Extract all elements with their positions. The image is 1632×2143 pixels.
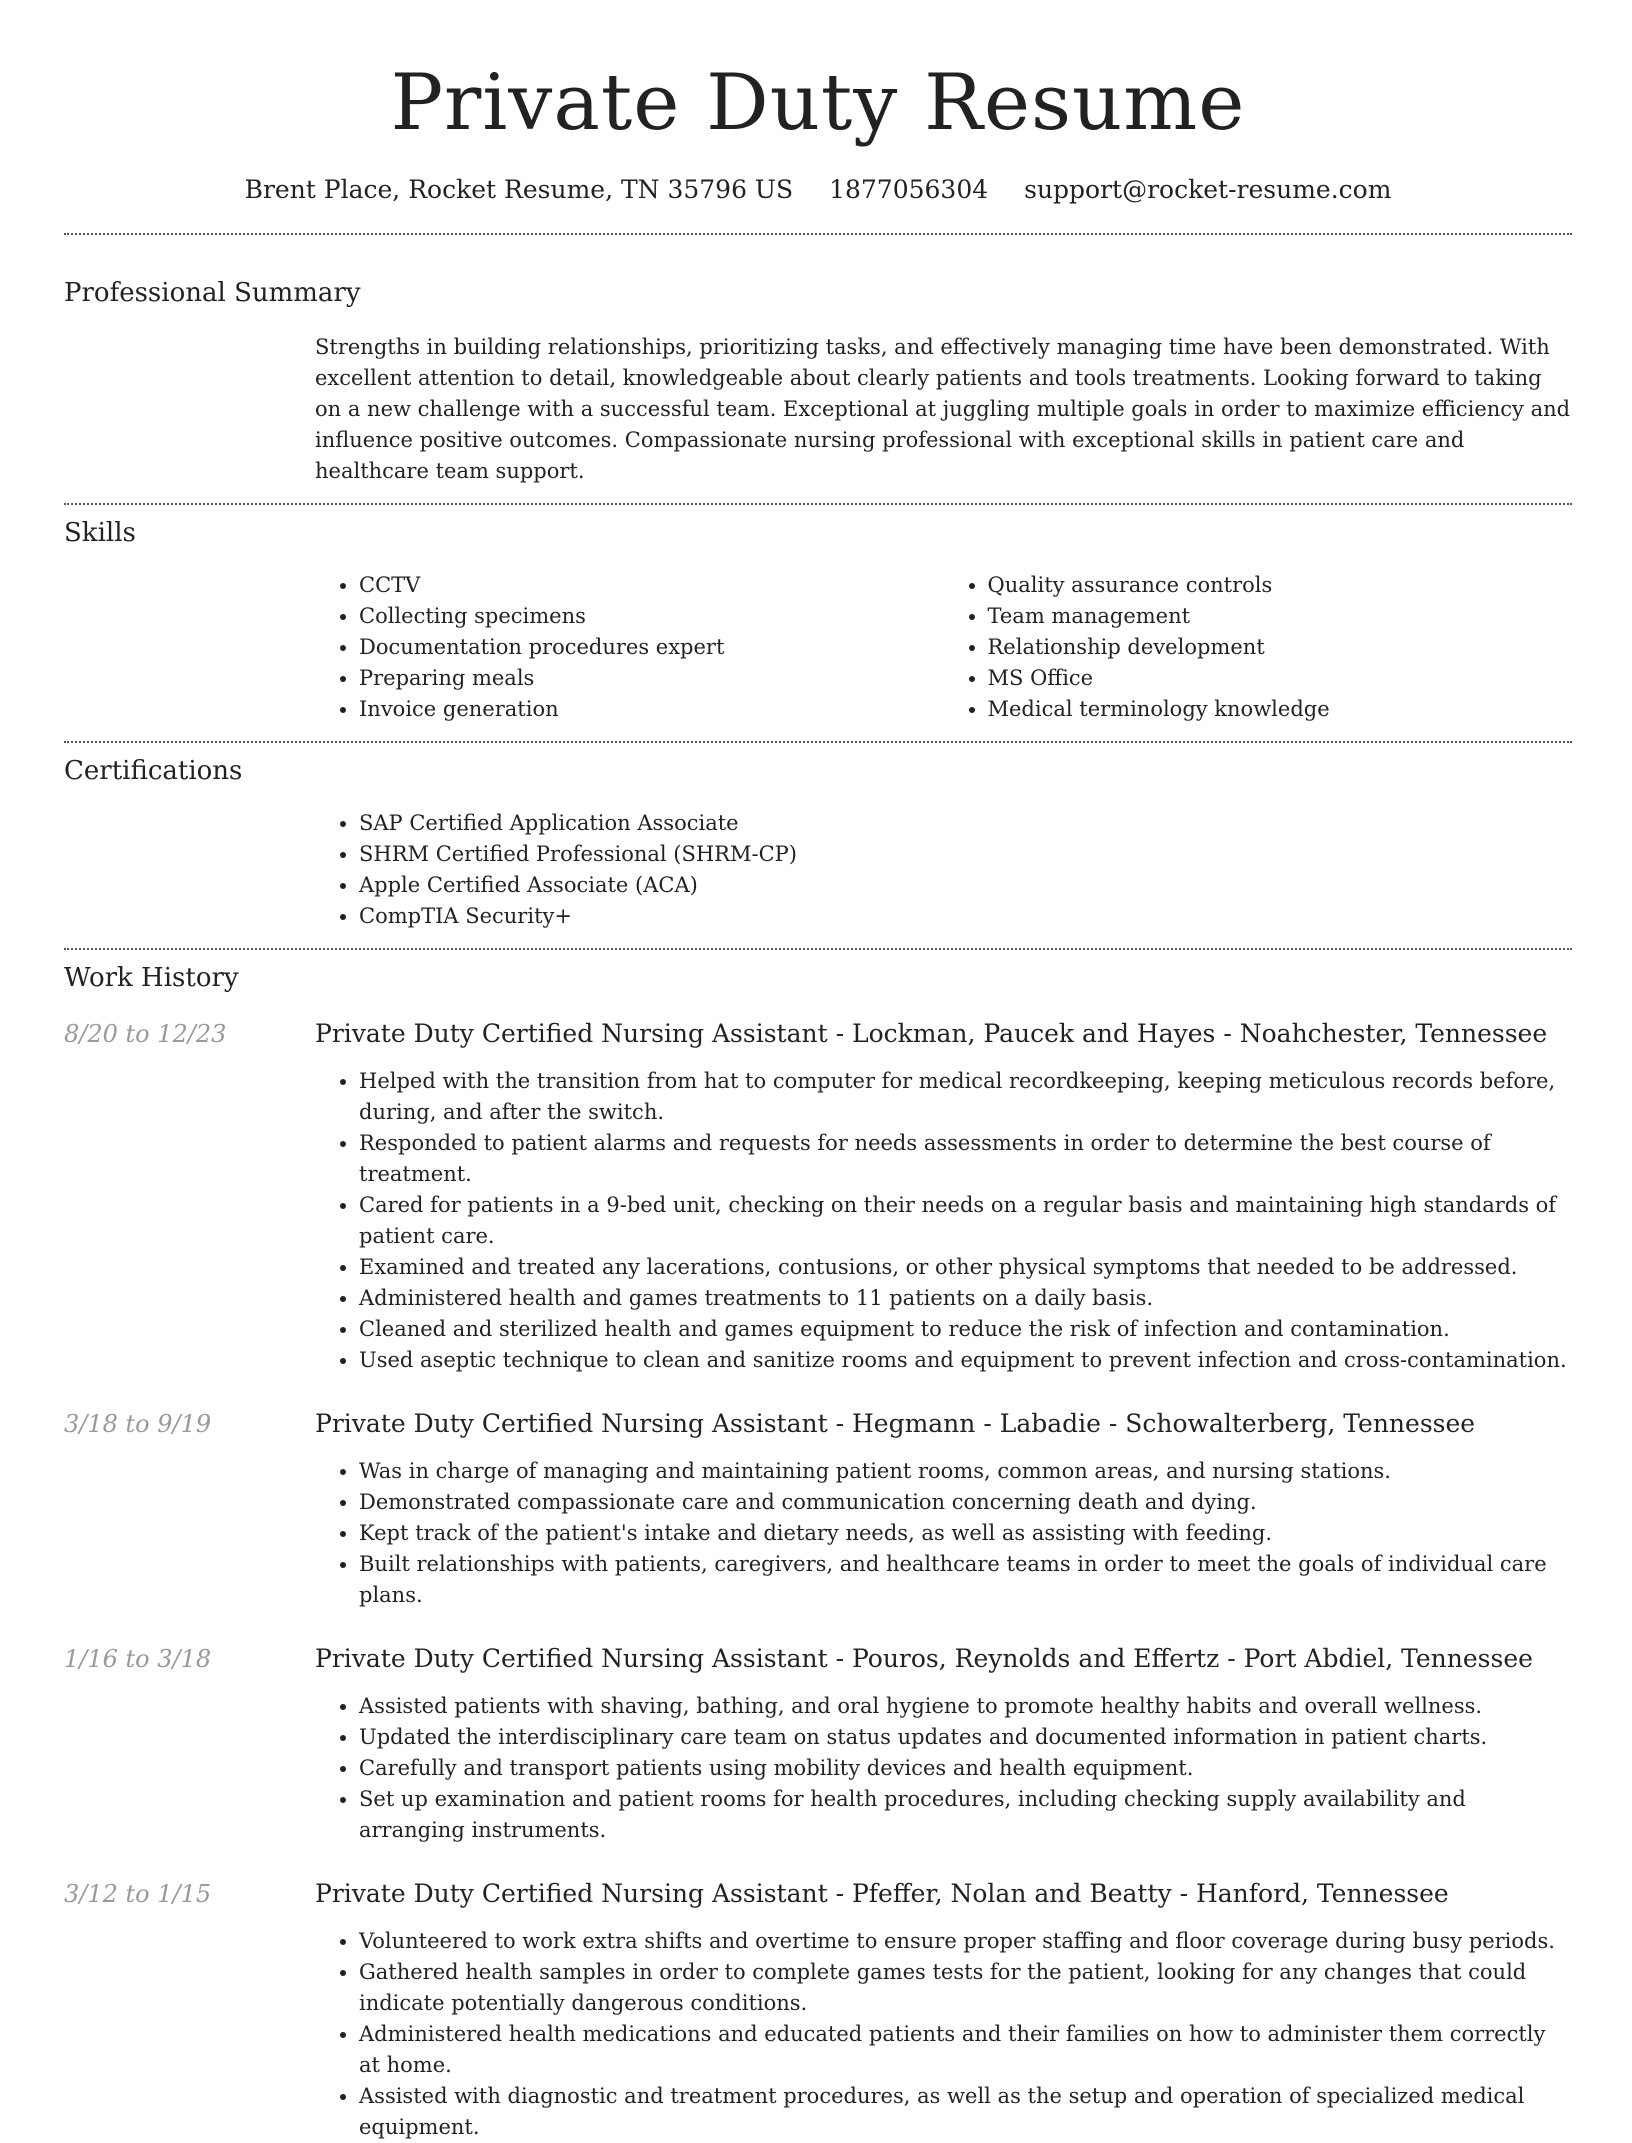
- job-bullets: [315, 1691, 1572, 1846]
- job-bullet: • Assisted with diagnostic and treatment procedures, as well as the setup and operation of specialized medical equipment.: [359, 2081, 1572, 2143]
- job-bullets: [315, 1456, 1572, 1611]
- divider: [64, 741, 1572, 743]
- job-details: [315, 1877, 1572, 2143]
- job-bullet: • Responded to patient alarms and requests for needs assessments in order to determine the best course of treatment.: [359, 1128, 1572, 1190]
- work-history-heading: Work History: [64, 963, 239, 993]
- job-company: Hegmann - Labadie: [851, 1409, 1101, 1438]
- job-bullet: • Helped with the transition from hat to computer for medical recordkeeping, keeping meticulous records before, during, and after the switch.: [359, 1066, 1572, 1128]
- job-entry: [64, 1407, 1572, 1611]
- job-bullet: • Cleaned and sterilized health and games equipment to reduce the risk of infection and contamination.: [359, 1314, 1572, 1345]
- job-details: [315, 1407, 1572, 1611]
- job-location: Schowalterberg, Tennessee: [1125, 1409, 1476, 1438]
- job-location: Hanford, Tennessee: [1195, 1879, 1449, 1908]
- certification-item: • SHRM Certified Professional (SHRM-CP): [359, 839, 1572, 870]
- job-bullet: • Set up examination and patient rooms for health procedures, including checking supply availability and arranging instruments.: [359, 1784, 1572, 1846]
- job-entry: [64, 1642, 1572, 1846]
- job-title-line: Private Duty Certified Nursing Assistant - Pouros, Reynolds and Effertz - Port Abdiel, Tennessee: [315, 1644, 1533, 1673]
- job-bullet: • Kept track of the patient's intake and dietary needs, as well as assisting with feeding.: [359, 1518, 1572, 1549]
- skill-item: • Documentation procedures expert: [359, 632, 944, 663]
- certifications-heading: Certifications: [64, 756, 243, 786]
- skills-column-2: [944, 570, 1573, 725]
- job-company: Pouros, Reynolds and Effertz: [851, 1644, 1220, 1673]
- certification-item: • Apple Certified Associate (ACA): [359, 870, 1572, 901]
- certification-item: • SAP Certified Application Associate: [359, 808, 1572, 839]
- summary-text: Strengths in building relationships, prioritizing tasks, and effectively managing time have been demonstrated. With excellent attention to detail, knowledgeable about clearly patients and tools treatments. Looking forward to taking on a new challenge with a successful team. Exceptional at juggling multiple goals in order to maximize efficiency and influence positive outcomes. Compassionate nursing professional with exceptional skills in patient care and healthcare team support.: [315, 335, 1571, 483]
- job-bullet: • Built relationships with patients, caregivers, and healthcare teams in order to meet the goals of individual care plans.: [359, 1549, 1572, 1611]
- phone-text: 1877056304: [829, 175, 989, 204]
- job-bullet: • Administered health and games treatments to 11 patients on a daily basis.: [359, 1283, 1572, 1314]
- skills-list: [315, 570, 1572, 725]
- job-bullet: • Used aseptic technique to clean and sanitize rooms and equipment to prevent infection and cross-contamination.: [359, 1345, 1572, 1376]
- job-title: Private Duty Certified Nursing Assistant: [315, 1644, 828, 1673]
- job-bullet: • Gathered health samples in order to complete games tests for the patient, looking for any changes that could indicate potentially dangerous conditions.: [359, 1957, 1572, 2019]
- skill-item: • Invoice generation: [359, 694, 944, 725]
- skill-item: • Medical terminology knowledge: [988, 694, 1573, 725]
- job-date: 8/20 to 12/23: [64, 1020, 227, 1048]
- job-title: Private Duty Certified Nursing Assistant: [315, 1879, 828, 1908]
- job-date: 3/18 to 9/19: [64, 1410, 212, 1438]
- divider: [64, 503, 1572, 505]
- certifications-list: [315, 808, 1572, 932]
- resume-name: Private Duty Resume: [390, 58, 1246, 148]
- contact-line: [64, 173, 1572, 207]
- job-entry: [64, 1017, 1572, 1376]
- job-bullet: • Examined and treated any lacerations, contusions, or other physical symptoms that needed to be addressed.: [359, 1252, 1572, 1283]
- skill-item: • Team management: [988, 601, 1573, 632]
- job-title: Private Duty Certified Nursing Assistant: [315, 1019, 828, 1048]
- job-date: 3/12 to 1/15: [64, 1880, 212, 1908]
- job-bullet: • Cared for patients in a 9-bed unit, checking on their needs on a regular basis and maintaining high standards of patient care.: [359, 1190, 1572, 1252]
- job-company: Lockman, Paucek and Hayes: [851, 1019, 1216, 1048]
- address-text: Brent Place, Rocket Resume, TN 35796 US: [244, 175, 794, 204]
- skill-item: • Preparing meals: [359, 663, 944, 694]
- job-bullet: • Carefully and transport patients using mobility devices and health equipment.: [359, 1753, 1572, 1784]
- job-date: 1/16 to 3/18: [64, 1645, 212, 1673]
- job-bullet: • Volunteered to work extra shifts and overtime to ensure proper staffing and floor coverage during busy periods.: [359, 1926, 1572, 1957]
- job-location: Noahchester, Tennessee: [1239, 1019, 1548, 1048]
- job-bullet: • Assisted patients with shaving, bathing, and oral hygiene to promote healthy habits and overall wellness.: [359, 1691, 1572, 1722]
- resume-page: [64, 0, 1572, 2143]
- job-title-line: Private Duty Certified Nursing Assistant - Pfeffer, Nolan and Beatty - Hanford, Tennessee: [315, 1879, 1449, 1908]
- divider: [64, 233, 1572, 235]
- job-title-line: Private Duty Certified Nursing Assistant - Lockman, Paucek and Hayes - Noahchester, Tennessee: [315, 1019, 1548, 1048]
- summary-heading: Professional Summary: [64, 278, 361, 308]
- skills-column-1: [315, 570, 944, 725]
- skill-item: • Collecting specimens: [359, 601, 944, 632]
- certification-item: • CompTIA Security+: [359, 901, 1572, 932]
- skill-item: • Quality assurance controls: [988, 570, 1573, 601]
- job-bullet: • Updated the interdisciplinary care team on status updates and documented information in patient charts.: [359, 1722, 1572, 1753]
- job-bullets: [315, 1066, 1572, 1376]
- job-bullets: [315, 1926, 1572, 2143]
- job-details: [315, 1642, 1572, 1846]
- job-bullet: • Demonstrated compassionate care and communication concerning death and dying.: [359, 1487, 1572, 1518]
- divider: [64, 948, 1572, 950]
- job-entry: [64, 1877, 1572, 2143]
- email-text: support@rocket-resume.com: [1024, 175, 1392, 204]
- skill-item: • CCTV: [359, 570, 944, 601]
- skill-item: • Relationship development: [988, 632, 1573, 663]
- skills-heading: Skills: [64, 518, 136, 548]
- job-title-line: Private Duty Certified Nursing Assistant - Hegmann - Labadie - Schowalterberg, Tennessee: [315, 1409, 1476, 1438]
- job-bullet: • Was in charge of managing and maintaining patient rooms, common areas, and nursing stations.: [359, 1456, 1572, 1487]
- job-location: Port Abdiel, Tennessee: [1243, 1644, 1533, 1673]
- job-details: [315, 1017, 1572, 1376]
- job-company: Pfeffer, Nolan and Beatty: [851, 1879, 1172, 1908]
- skill-item: • MS Office: [988, 663, 1573, 694]
- job-bullet: • Administered health medications and educated patients and their families on how to administer them correctly at home.: [359, 2019, 1572, 2081]
- job-title: Private Duty Certified Nursing Assistant: [315, 1409, 828, 1438]
